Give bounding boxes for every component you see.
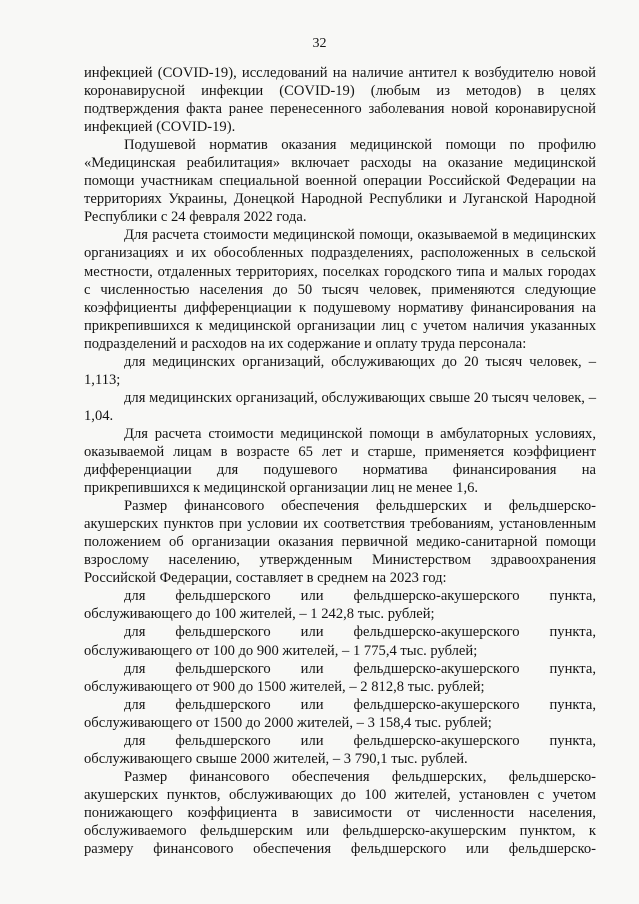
paragraph-12: для фельдшерского или фельдшерско-акушерского пункта, обслуживающего свыше 2000 жителей, – 3 790,1 тыс. рублей. xyxy=(84,732,596,767)
paragraph-10: для фельдшерского или фельдшерско-акушерского пункта, обслуживающего от 900 до 1500 жителей, – 2 812,8 тыс. рублей; xyxy=(84,660,596,695)
paragraph-9: для фельдшерского или фельдшерско-акушерского пункта, обслуживающего от 100 до 900 жителей, – 1 775,4 тыс. рублей; xyxy=(84,624,596,659)
paragraph-6: Для расчета стоимости медицинской помощи в амбулаторных условиях, оказываемой лицам в возрасте 65 лет и старше, применяется коэффициент дифференциации для подушевого норматива финансирования на прикрепившихся к медицинской организации лиц не менее 1,6. xyxy=(84,425,596,497)
page-number: 32 xyxy=(312,36,327,51)
paragraph-11: для фельдшерского или фельдшерско-акушерского пункта, обслуживающего от 1500 до 2000 жителей, – 3 158,4 тыс. рублей; xyxy=(84,696,596,731)
paragraph-3: Для расчета стоимости медицинской помощи, оказываемой в медицинских организациях и их обособленных подразделениях, расположенных в сельской местности, отдаленных территориях, поселках городского типа и малых городах с численностью населения до 50 тысяч человек, применяются следующие коэффициенты дифференциации к подушевому нормативу финансирования на прикрепившихся к медицинской организации лиц с учетом наличия указанных подразделений и расходов на их содержание и оплату труда персонала: xyxy=(84,227,596,352)
document-body xyxy=(84,64,596,858)
paragraph-13: Размер финансового обеспечения фельдшерских, фельдшерско-акушерских пунктов, обслуживающих до 100 жителей, установлен с учетом понижающего коэффициента в зависимости от численности населения, обслуживаемого фельдшерским или фельдшерско-акушерским пунктом, к размеру финансового обеспечения фельдшерского или фельдшерско- xyxy=(84,768,596,858)
paragraph-4: для медицинских организаций, обслуживающих до 20 тысяч человек, – 1,113; xyxy=(84,353,596,388)
paragraph-5: для медицинских организаций, обслуживающих свыше 20 тысяч человек, – 1,04. xyxy=(84,389,596,424)
paragraph-1: инфекцией (COVID-19), исследований на наличие антител к возбудителю новой коронавирусной инфекции (COVID-19) (любым из методов) в целях подтверждения факта ранее перенесенного заболевания новой коронавирусной инфекцией (COVID-19). xyxy=(84,65,596,136)
paragraph-2: Подушевой норматив оказания медицинской помощи по профилю «Медицинская реабилитация» включает расходы на оказание медицинской помощи участникам специальной военной операции Российской Федерации на территориях Украины, Донецкой Народной Республики и Луганской Народной Республики с 24 февраля 2022 года. xyxy=(84,137,596,226)
paragraph-8: для фельдшерского или фельдшерско-акушерского пункта, обслуживающего до 100 жителей, – 1 242,8 тыс. рублей; xyxy=(84,588,596,623)
paragraph-7: Размер финансового обеспечения фельдшерских и фельдшерско-акушерских пунктов при условии их соответствия требованиям, установленным положением об организации оказания первичной медико-санитарной помощи взрослому населению, утвержденным Министерством здравоохранения Российской Федерации, составляет в среднем на 2023 год: xyxy=(84,498,596,587)
